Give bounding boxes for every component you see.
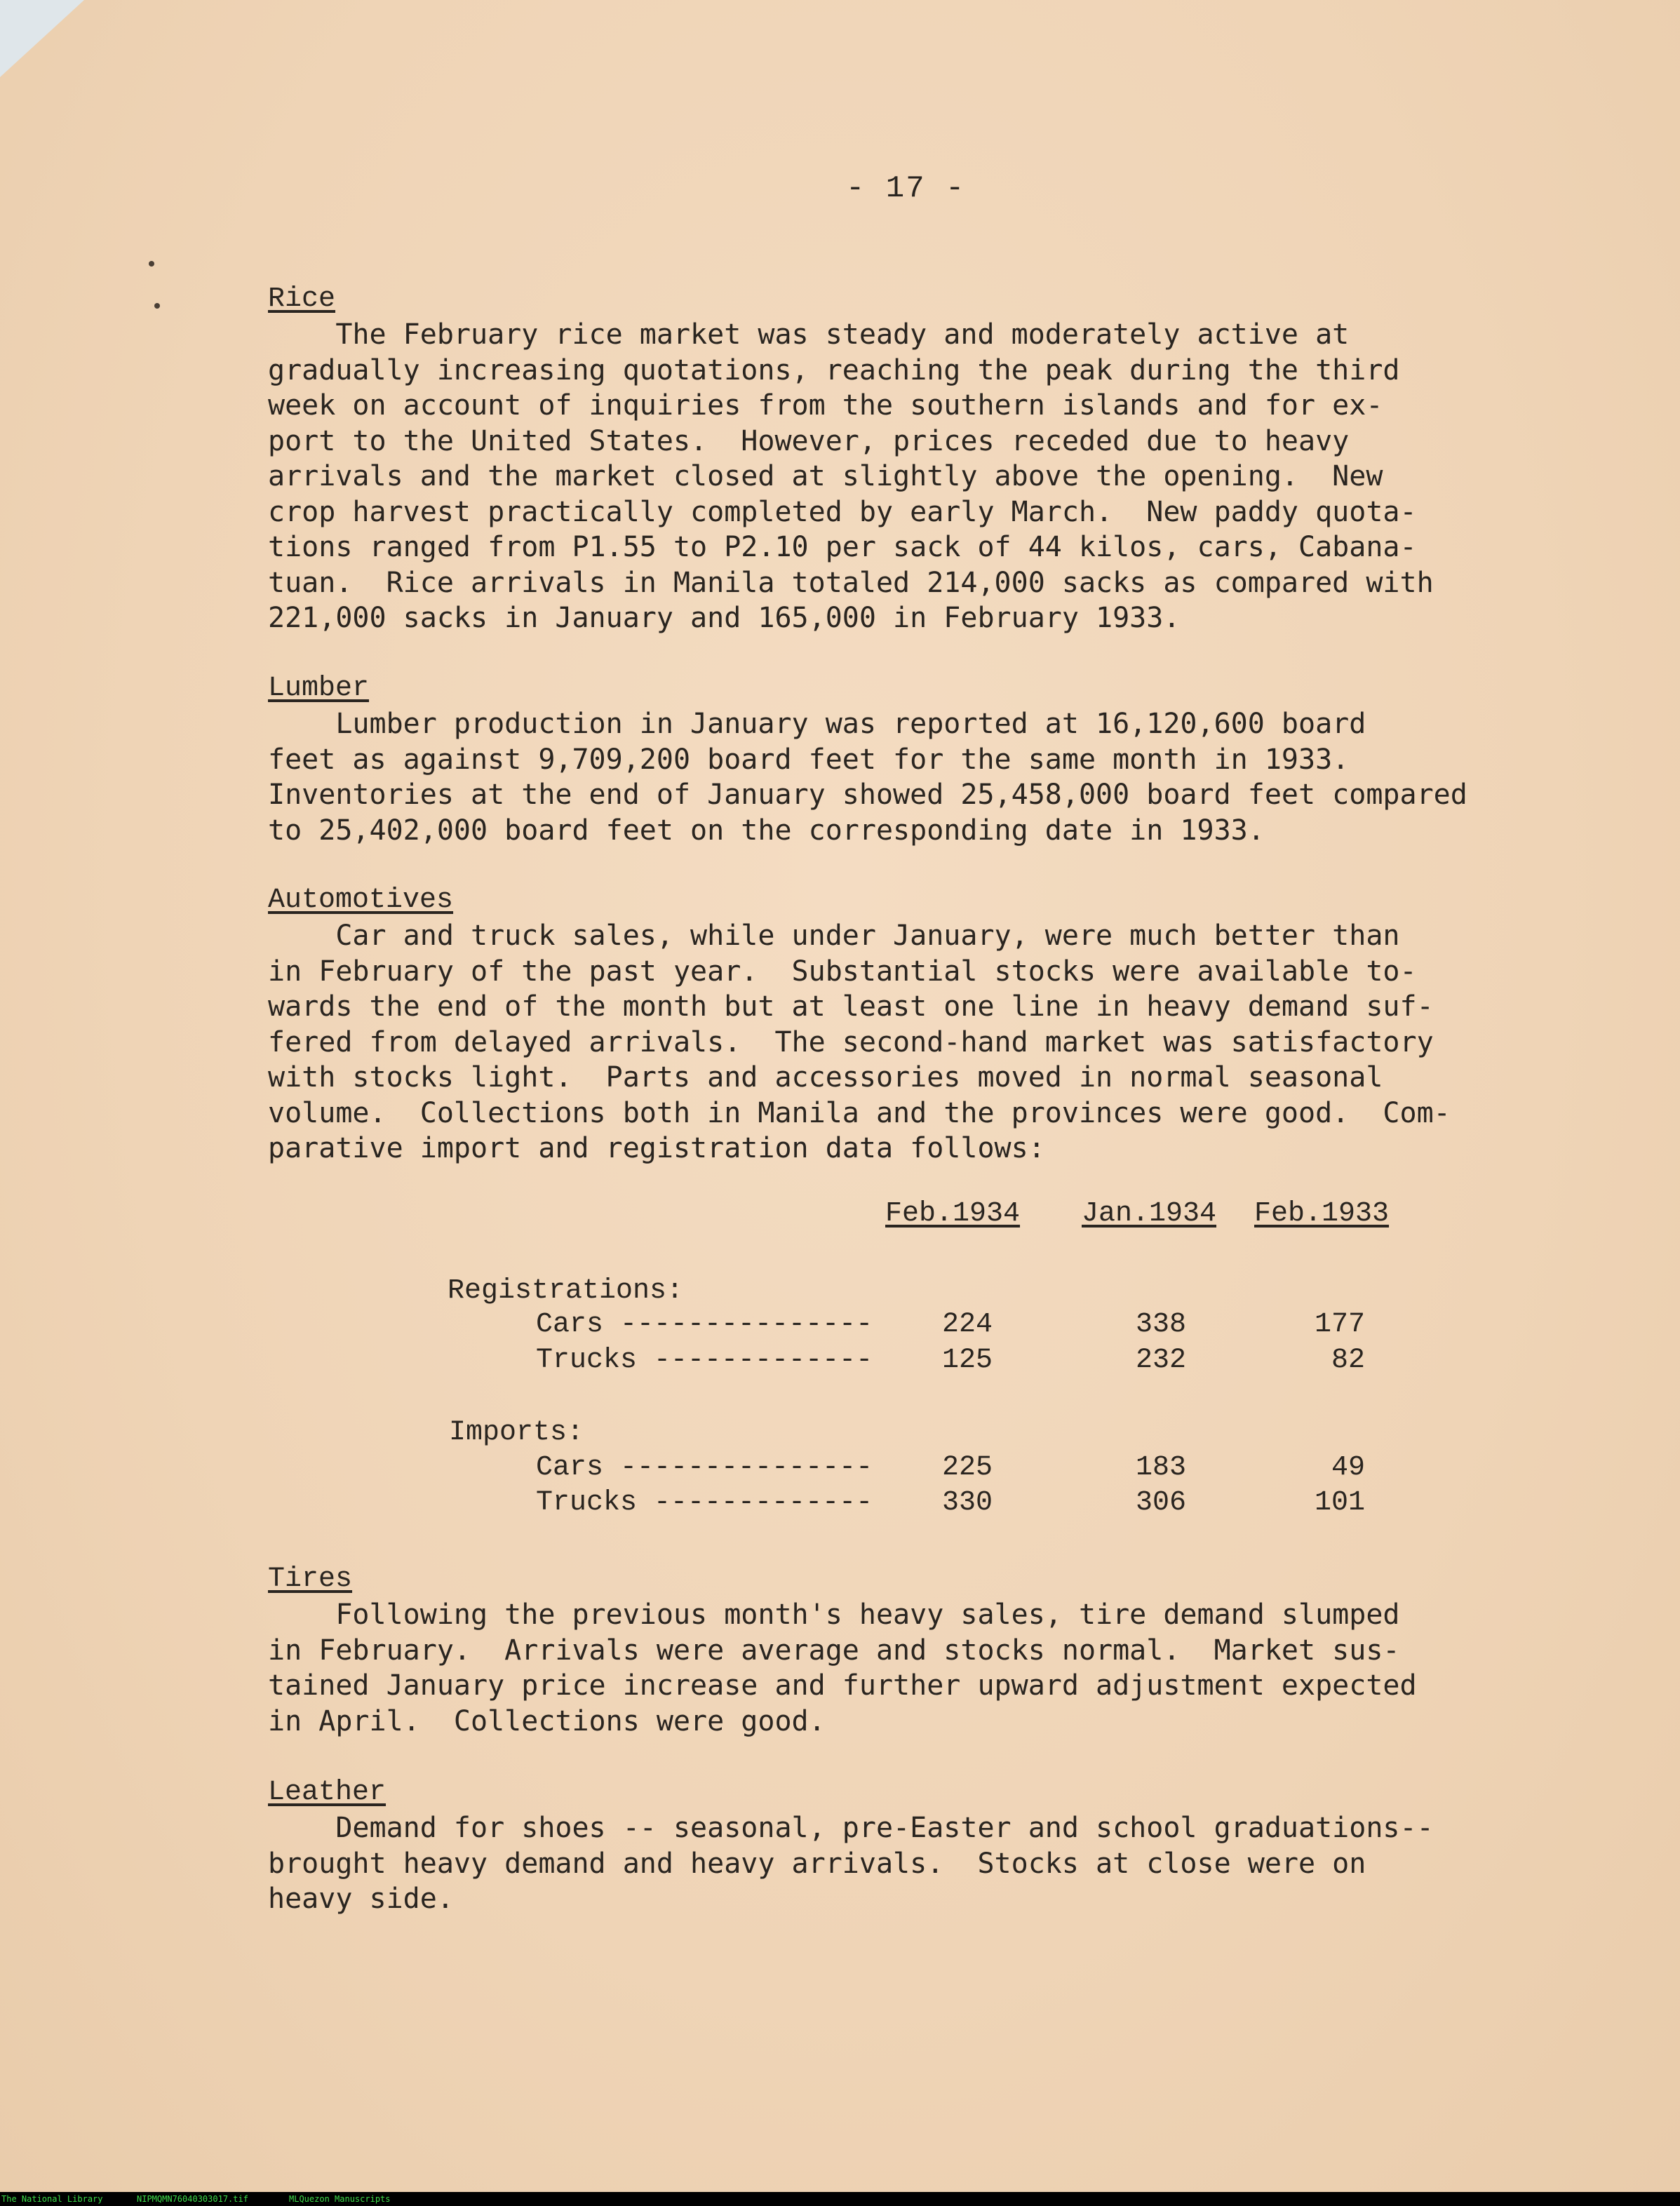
table-cell: 183	[1135, 1452, 1186, 1484]
table-cell: 177	[1314, 1309, 1365, 1340]
table-cell: 224	[941, 1309, 993, 1340]
footer-collection: MLQuezon Manuscripts	[289, 2194, 391, 2204]
footer-library: The National Library	[1, 2194, 103, 2204]
table-cell: 306	[1135, 1487, 1186, 1519]
section-body: Car and truck sales, while under January, were much better than in February of the past year. Substantial stocks were available to- wards the end of the month but at least one line in heavy demand suf- fered from delayed arrivals. The second-hand market was satisfactory with stocks light. Parts and accessories moved in normal seasonal volume. Collections both in Manila and the provinces were good. Com- parative import and registration data follows:	[268, 920, 1451, 1164]
row-label: Cars ---------------	[536, 1309, 873, 1340]
section-heading: Leather	[268, 1777, 387, 1808]
paper-speck	[149, 261, 154, 267]
page-number: - 17 -	[846, 171, 966, 206]
section-body: The February rice market was steady and moderately active at gradually increasing quotations, reaching the peak during the third week on account of inquiries from the southern islands and for ex- port to the United States. However, prices receded due to heavy arrivals and the market closed at slightly above the opening. New crop harvest practically completed by early March. New paddy quota- tions ranged from P1.55 to P2.10 per sack of 44 kilos, cars, Cabana- tuan. Rice arrivals in Manila totaled 214,000 sacks as compared with 221,000 sacks in January and 165,000 in February 1933.	[268, 318, 1434, 634]
column-header: Feb.1933	[1254, 1198, 1390, 1230]
row-label: Trucks -------------	[536, 1487, 873, 1519]
table-cell: 101	[1314, 1487, 1365, 1519]
section-lumber	[268, 671, 1545, 848]
section-heading: Lumber	[268, 673, 370, 704]
table-cell: 82	[1331, 1345, 1365, 1376]
section-heading: Automotives	[268, 885, 454, 916]
section-automotives	[268, 883, 1545, 1166]
section-leather	[268, 1775, 1545, 1917]
paper-speck	[154, 303, 160, 309]
section-heading: Rice	[268, 283, 336, 315]
section-tires	[268, 1562, 1545, 1739]
row-label: Cars ---------------	[536, 1452, 873, 1484]
scan-footer-bar	[0, 2192, 1680, 2206]
column-header: Jan.1934	[1082, 1198, 1217, 1230]
section-body: Following the previous month's heavy sales, tire demand slumped in February. Arrivals were average and stocks normal. Market sus- tained January price increase and further upward adjustment expected in April. Collections were good.	[268, 1599, 1417, 1737]
row-label: Trucks -------------	[536, 1345, 873, 1376]
footer-filename: NIPMQMN76040303017.tif	[137, 2194, 248, 2204]
table-cell: 125	[941, 1345, 993, 1376]
column-header: Feb.1934	[885, 1198, 1021, 1230]
section-rice	[268, 282, 1545, 636]
table-cell: 232	[1135, 1345, 1186, 1376]
table-cell: 330	[941, 1487, 993, 1519]
group-label: Registrations:	[448, 1275, 684, 1307]
table-cell: 49	[1331, 1452, 1365, 1484]
folded-corner	[0, 0, 84, 77]
table-cell: 338	[1135, 1309, 1186, 1340]
section-heading: Tires	[268, 1563, 353, 1595]
group-label: Imports:	[449, 1417, 584, 1448]
table-cell: 225	[941, 1452, 993, 1484]
section-body: Lumber production in January was reported at 16,120,600 board feet as against 9,709,200 board feet for the same month in 1933. Inventories at the end of January showed 25,458,000 board feet compared to 25,402,000 board feet on the corresponding date in 1933.	[268, 708, 1467, 847]
section-body: Demand for shoes -- seasonal, pre-Easter and school graduations-- brought heavy demand and heavy arrivals. Stocks at close were on heavy side.	[268, 1812, 1434, 1915]
